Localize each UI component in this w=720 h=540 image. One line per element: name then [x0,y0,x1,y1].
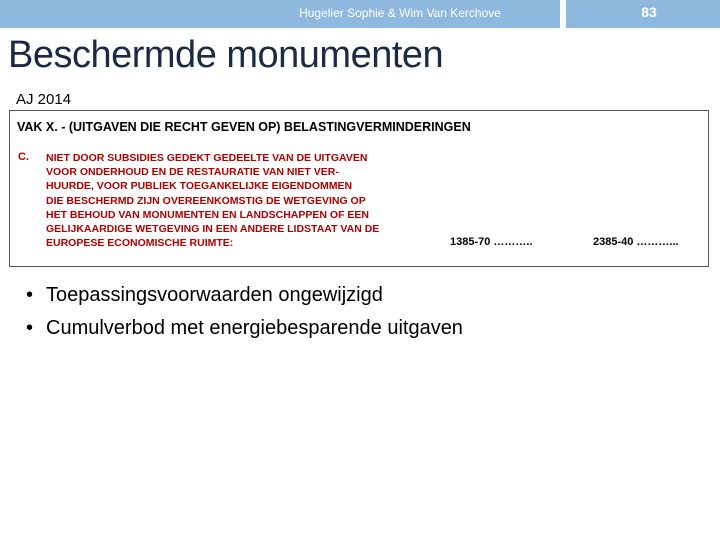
list-item [26,284,463,317]
form-item-letter: C. [18,151,29,163]
form-code-1: 1385-70 ……….. [450,236,533,248]
form-item-line: DIE BESCHERMD ZIJN OVEREENKOMSTIG DE WETGEVING OP [46,194,366,207]
slide-title: Beschermde monumenten [8,34,444,76]
form-item-description [46,151,446,250]
form-code-2: 2385-40 ………... [593,236,679,248]
slide-subtitle: AJ 2014 [16,91,72,108]
form-item-line: VOOR ONDERHOUD EN DE RESTAURATIE VAN NIET VER- [46,166,339,179]
bullet-text: Toepassingsvoorwaarden ongewijzigd [46,284,383,306]
form-item-line: NIET DOOR SUBSIDIES GEDEKT GEDEELTE VAN DE UITGAVEN [46,152,368,164]
bullet-text: Cumulverbod met energiebesparende uitgaven [46,317,463,339]
page-number: 83 [641,4,657,20]
tax-form-excerpt [9,110,709,267]
form-item-line: GELIJKAARDIGE WETGEVING IN EEN ANDERE LIDSTAAT VAN DE [46,223,380,236]
form-item-line: HET BEHOUD VAN MONUMENTEN EN LANDSCHAPPEN OF EEN [46,208,369,221]
form-section-heading: VAK X. - (UITGAVEN DIE RECHT GEVEN OP) BELASTINGVERMINDERINGEN [17,120,471,134]
list-item [26,317,463,350]
bullet-icon: • [26,284,34,306]
bullet-list [26,284,463,350]
header-author: Hugelier Sophie & Wim Van Kerchove [299,6,501,20]
form-item-line: EUROPESE ECONOMISCHE RUIMTE: [46,237,234,250]
form-item-line: HUURDE, VOOR PUBLIEK TOEGANKELIJKE EIGENDOMMEN [46,180,353,193]
header-bar [0,0,720,30]
bullet-icon: • [26,317,34,339]
